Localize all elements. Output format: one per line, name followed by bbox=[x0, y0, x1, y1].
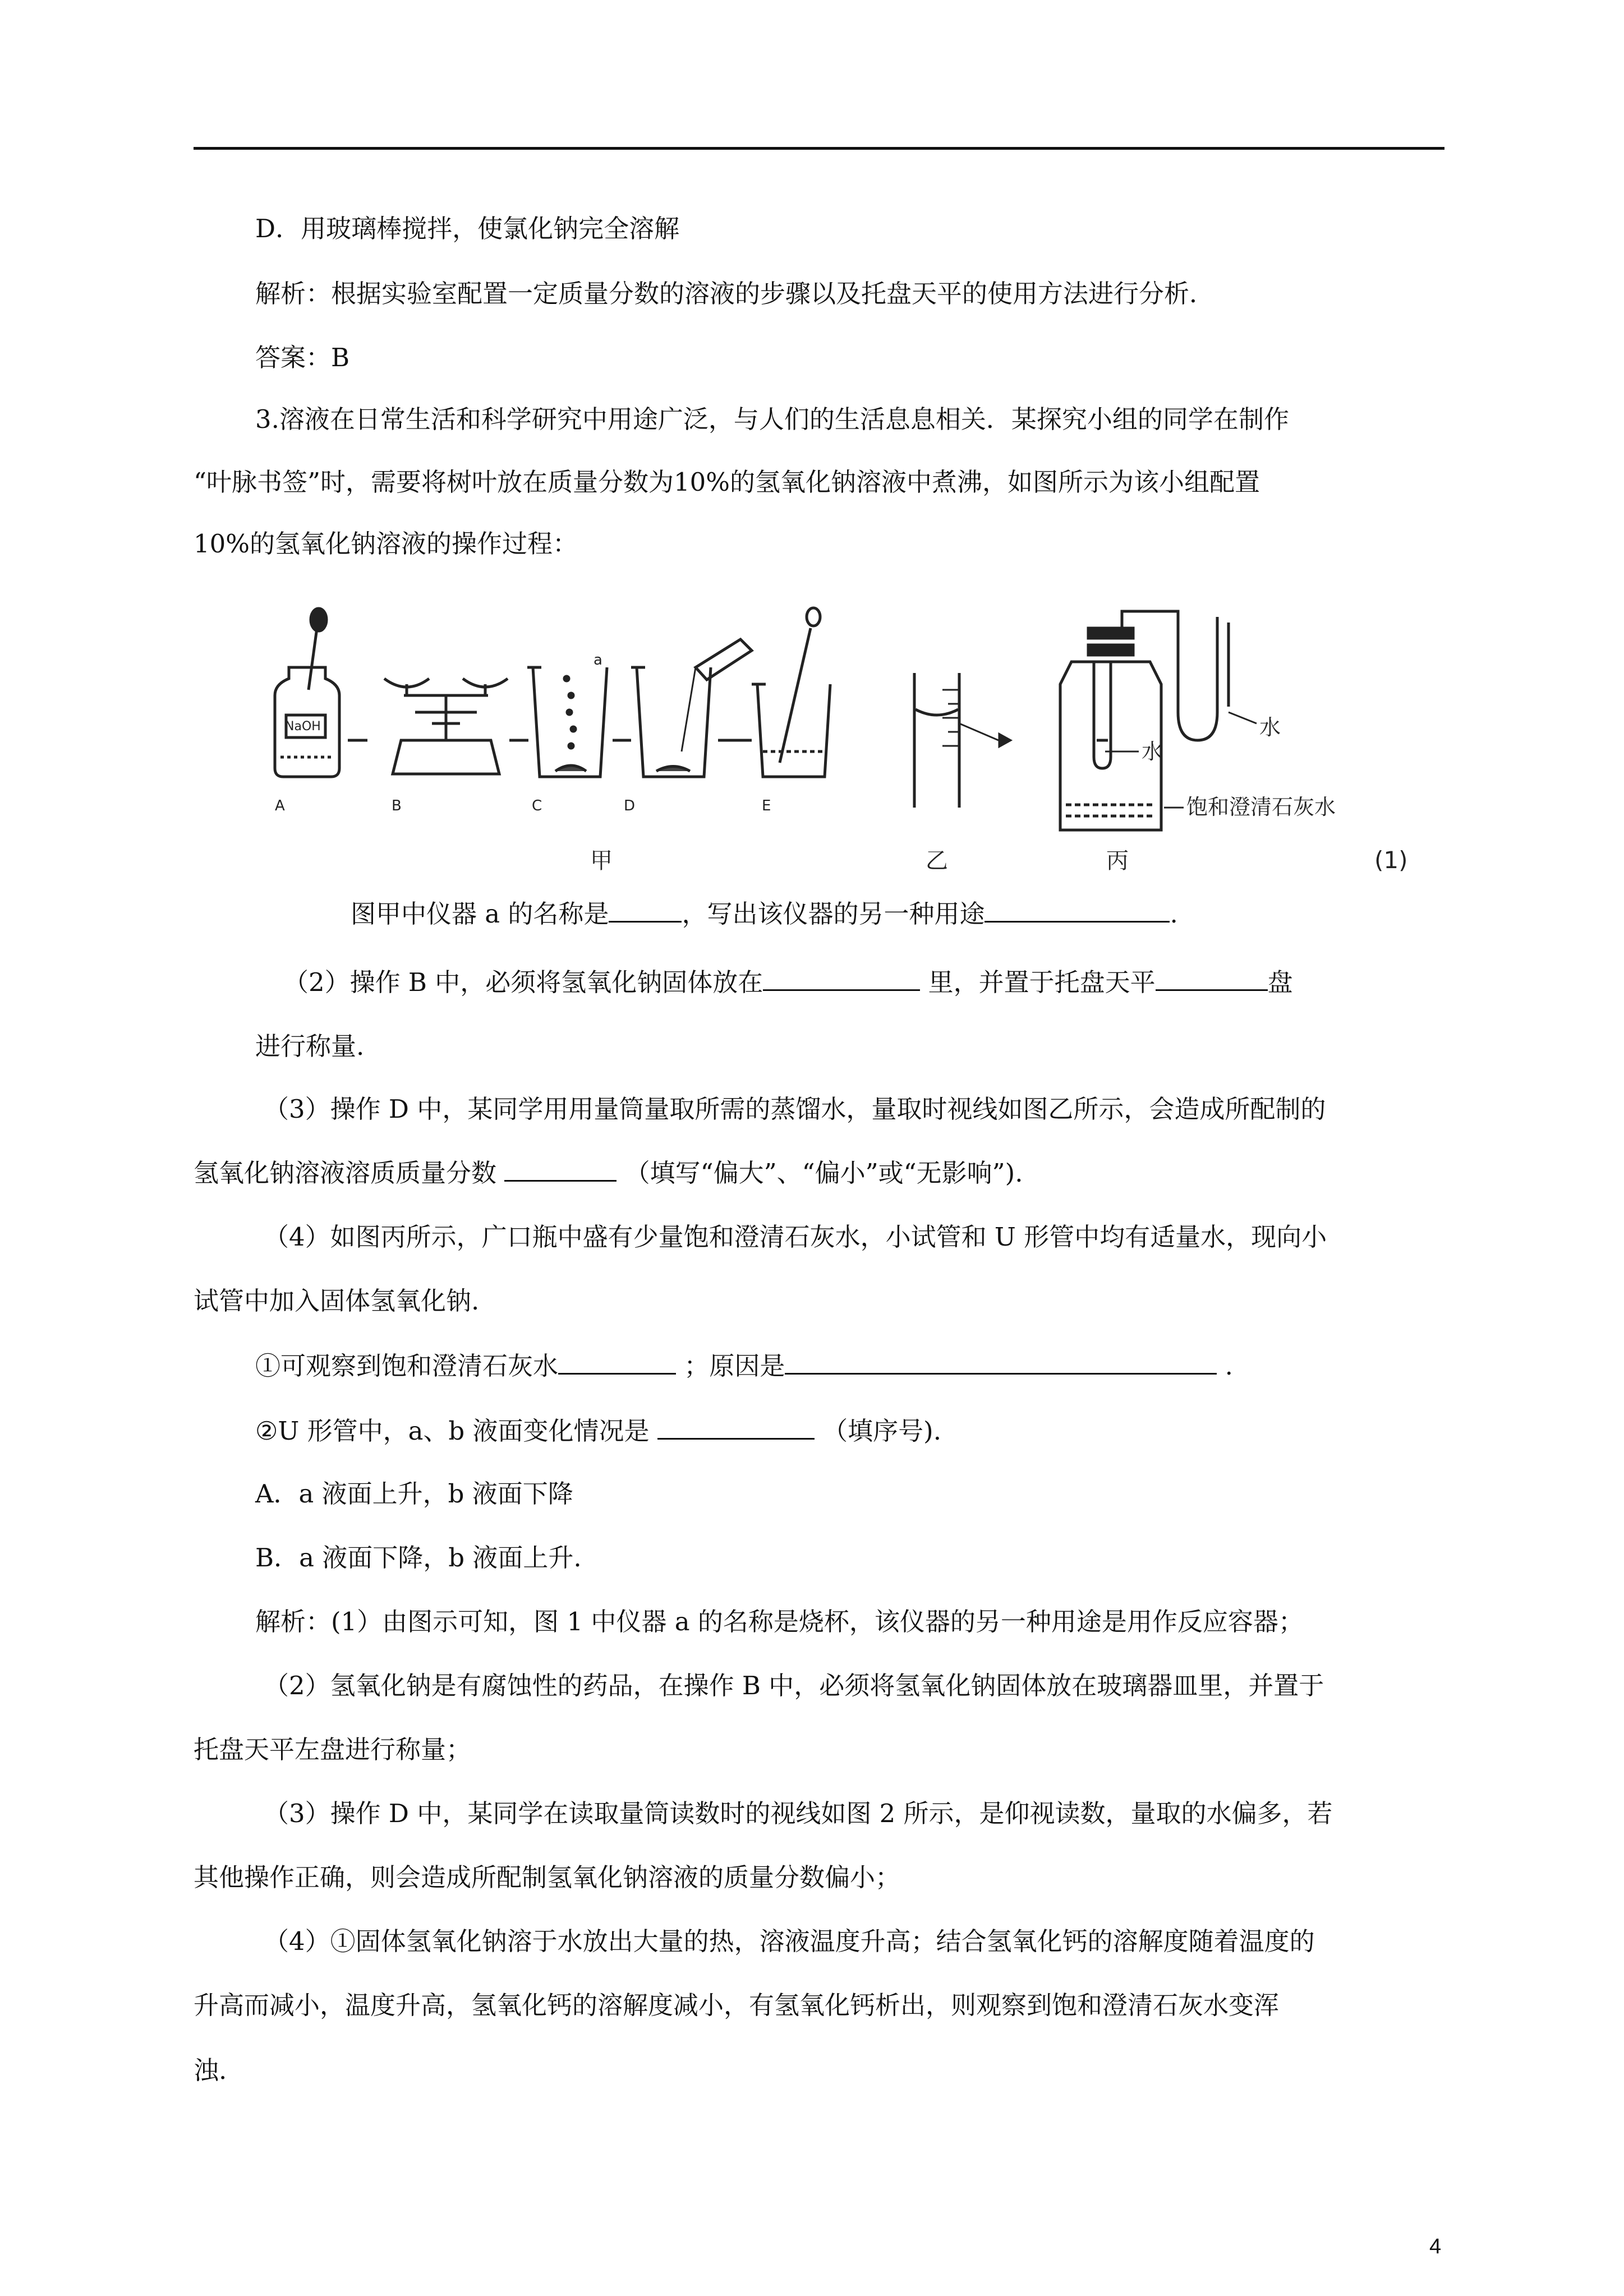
analysis-part2-line1: （2）氢氧化钠是有腐蚀性的药品，在操作 B 中，必须将氢氧化钠固体放在玻璃器皿里，并置于 bbox=[264, 1671, 1324, 1700]
prev-option-d: D．用玻璃棒搅拌，使氯化钠完全溶解 bbox=[255, 214, 680, 243]
caption-yi: 乙 bbox=[926, 848, 948, 874]
part1-marker: (1) bbox=[1374, 846, 1408, 874]
cylinder-yi-illustration bbox=[914, 673, 1010, 808]
analysis-part2-line2: 托盘天平左盘进行称量； bbox=[194, 1735, 472, 1764]
caption-bing: 丙 bbox=[1106, 848, 1129, 874]
header-rule bbox=[194, 147, 1444, 150]
answer-blank-other-use[interactable] bbox=[984, 896, 1170, 923]
analysis-part4-line1: （4）①固体氢氧化钠溶于水放出大量的热，溶液温度升高；结合氢氧化钙的溶解度随着温度的 bbox=[264, 1926, 1315, 1956]
answer-blank-observation[interactable] bbox=[558, 1348, 676, 1375]
balance-illustration bbox=[384, 679, 508, 774]
q3-part4-q1: ①可观察到饱和澄清石灰水 ；原因是 . bbox=[255, 1348, 1233, 1383]
answer-blank-container[interactable] bbox=[763, 965, 920, 991]
naoh-bottle-illustration bbox=[275, 608, 339, 777]
beaker-d-illustration bbox=[631, 639, 752, 777]
page-number: 4 bbox=[1429, 2235, 1442, 2258]
answer-blank-effect[interactable] bbox=[504, 1155, 617, 1182]
water-tube-label: 水 bbox=[1142, 739, 1163, 764]
step-label-b: B bbox=[392, 797, 402, 814]
analysis-part4-line2: 升高而减小，温度升高，氢氧化钙的溶解度减小，有氢氧化钙析出，则观察到饱和澄清石灰水变浑 bbox=[194, 1990, 1280, 2020]
q3-stem-line2: “叶脉书签”时，需要将树叶放在质量分数为10%的氢氧化钠溶液中煮沸，如图所示为该小组配置 bbox=[194, 467, 1260, 497]
water-u-label: 水 bbox=[1259, 715, 1281, 740]
caption-jia: 甲 bbox=[590, 848, 613, 874]
step-label-d: D bbox=[624, 797, 636, 814]
step-label-c: C bbox=[532, 797, 542, 814]
analysis-part3-line1: （3）操作 D 中，某同学在读取量筒读数时的视线如图 2 所示，是仰视读数，量取的水偏多，若 bbox=[264, 1799, 1333, 1828]
analysis-part1: 解析：(1）由图示可知，图 1 中仪器 a 的名称是烧杯，该仪器的另一种用途是用作反应容器； bbox=[255, 1607, 1304, 1636]
q3-part4-line1: （4）如图丙所示，广口瓶中盛有少量饱和澄清石灰水，小试管和 U 形管中均有适量水，现向小 bbox=[264, 1222, 1327, 1252]
q3-part2-line2: 进行称量. bbox=[255, 1031, 365, 1061]
step-label-e: E bbox=[762, 797, 771, 814]
instrument-a-label: a bbox=[594, 652, 602, 668]
q3-part4-line2: 试管中加入固体氢氧化钠. bbox=[194, 1286, 480, 1316]
q3-part2-prompt: （2）操作 B 中，必须将氢氧化钠固体放在 bbox=[283, 967, 763, 997]
beaker-c-illustration bbox=[527, 667, 607, 777]
answer-blank-instrument-name[interactable] bbox=[609, 896, 682, 923]
q3-part4-q2: ②U 形管中，a、b 液面变化情况是 （填序号). bbox=[255, 1413, 941, 1448]
prev-answer: 答案：B bbox=[255, 343, 350, 372]
q3-stem-line1: 3.溶液在日常生活和科学研究中用途广泛，与人们的生活息息相关．某探究小组的同学在制作 bbox=[255, 404, 1289, 434]
step-label-a: A bbox=[275, 797, 285, 814]
answer-blank-u-tube[interactable] bbox=[657, 1413, 815, 1440]
answer-blank-reason[interactable] bbox=[785, 1348, 1217, 1375]
q3-part1-prompt: 图甲中仪器 a 的名称是 bbox=[351, 899, 609, 929]
analysis-part3-line2: 其他操作正确，则会造成所配制氢氧化钠溶液的质量分数偏小； bbox=[194, 1862, 901, 1892]
option-a: A．a 液面上升，b 液面下降 bbox=[255, 1479, 573, 1509]
q3-part3-line1: （3）操作 D 中，某同学用用量筒量取所需的蒸馏水，量取时视线如图乙所示，会造成所配制的 bbox=[264, 1094, 1326, 1124]
experiment-figure bbox=[264, 583, 1442, 875]
option-b: B．a 液面下降，b 液面上升. bbox=[255, 1543, 582, 1573]
analysis-part4-line3: 浊. bbox=[194, 2055, 227, 2085]
q3-part1-mid: ，写出该仪器的另一种用途 bbox=[682, 899, 985, 929]
q3-part2: （2）操作 B 中，必须将氢氧化钠固体放在 里，并置于托盘天平 盘 bbox=[283, 965, 1293, 999]
q3-part1: 图甲中仪器 a 的名称是 ，写出该仪器的另一种用途 . bbox=[351, 896, 1178, 931]
q3-stem-line3: 10%的氢氧化钠溶液的操作过程： bbox=[194, 529, 578, 559]
answer-blank-pan-side[interactable] bbox=[1156, 965, 1268, 991]
q3-part3: 氢氧化钠溶液溶质质量分数 （填写“偏大”、“偏小”或“无影响”). bbox=[194, 1155, 1023, 1190]
beaker-e-illustration bbox=[752, 608, 830, 777]
naoh-label: NaOH bbox=[285, 720, 321, 734]
limewater-label: 饱和澄清石灰水 bbox=[1186, 795, 1336, 819]
prev-analysis: 解析：根据实验室配置一定质量分数的溶液的步骤以及托盘天平的使用方法进行分析． bbox=[255, 279, 1215, 308]
